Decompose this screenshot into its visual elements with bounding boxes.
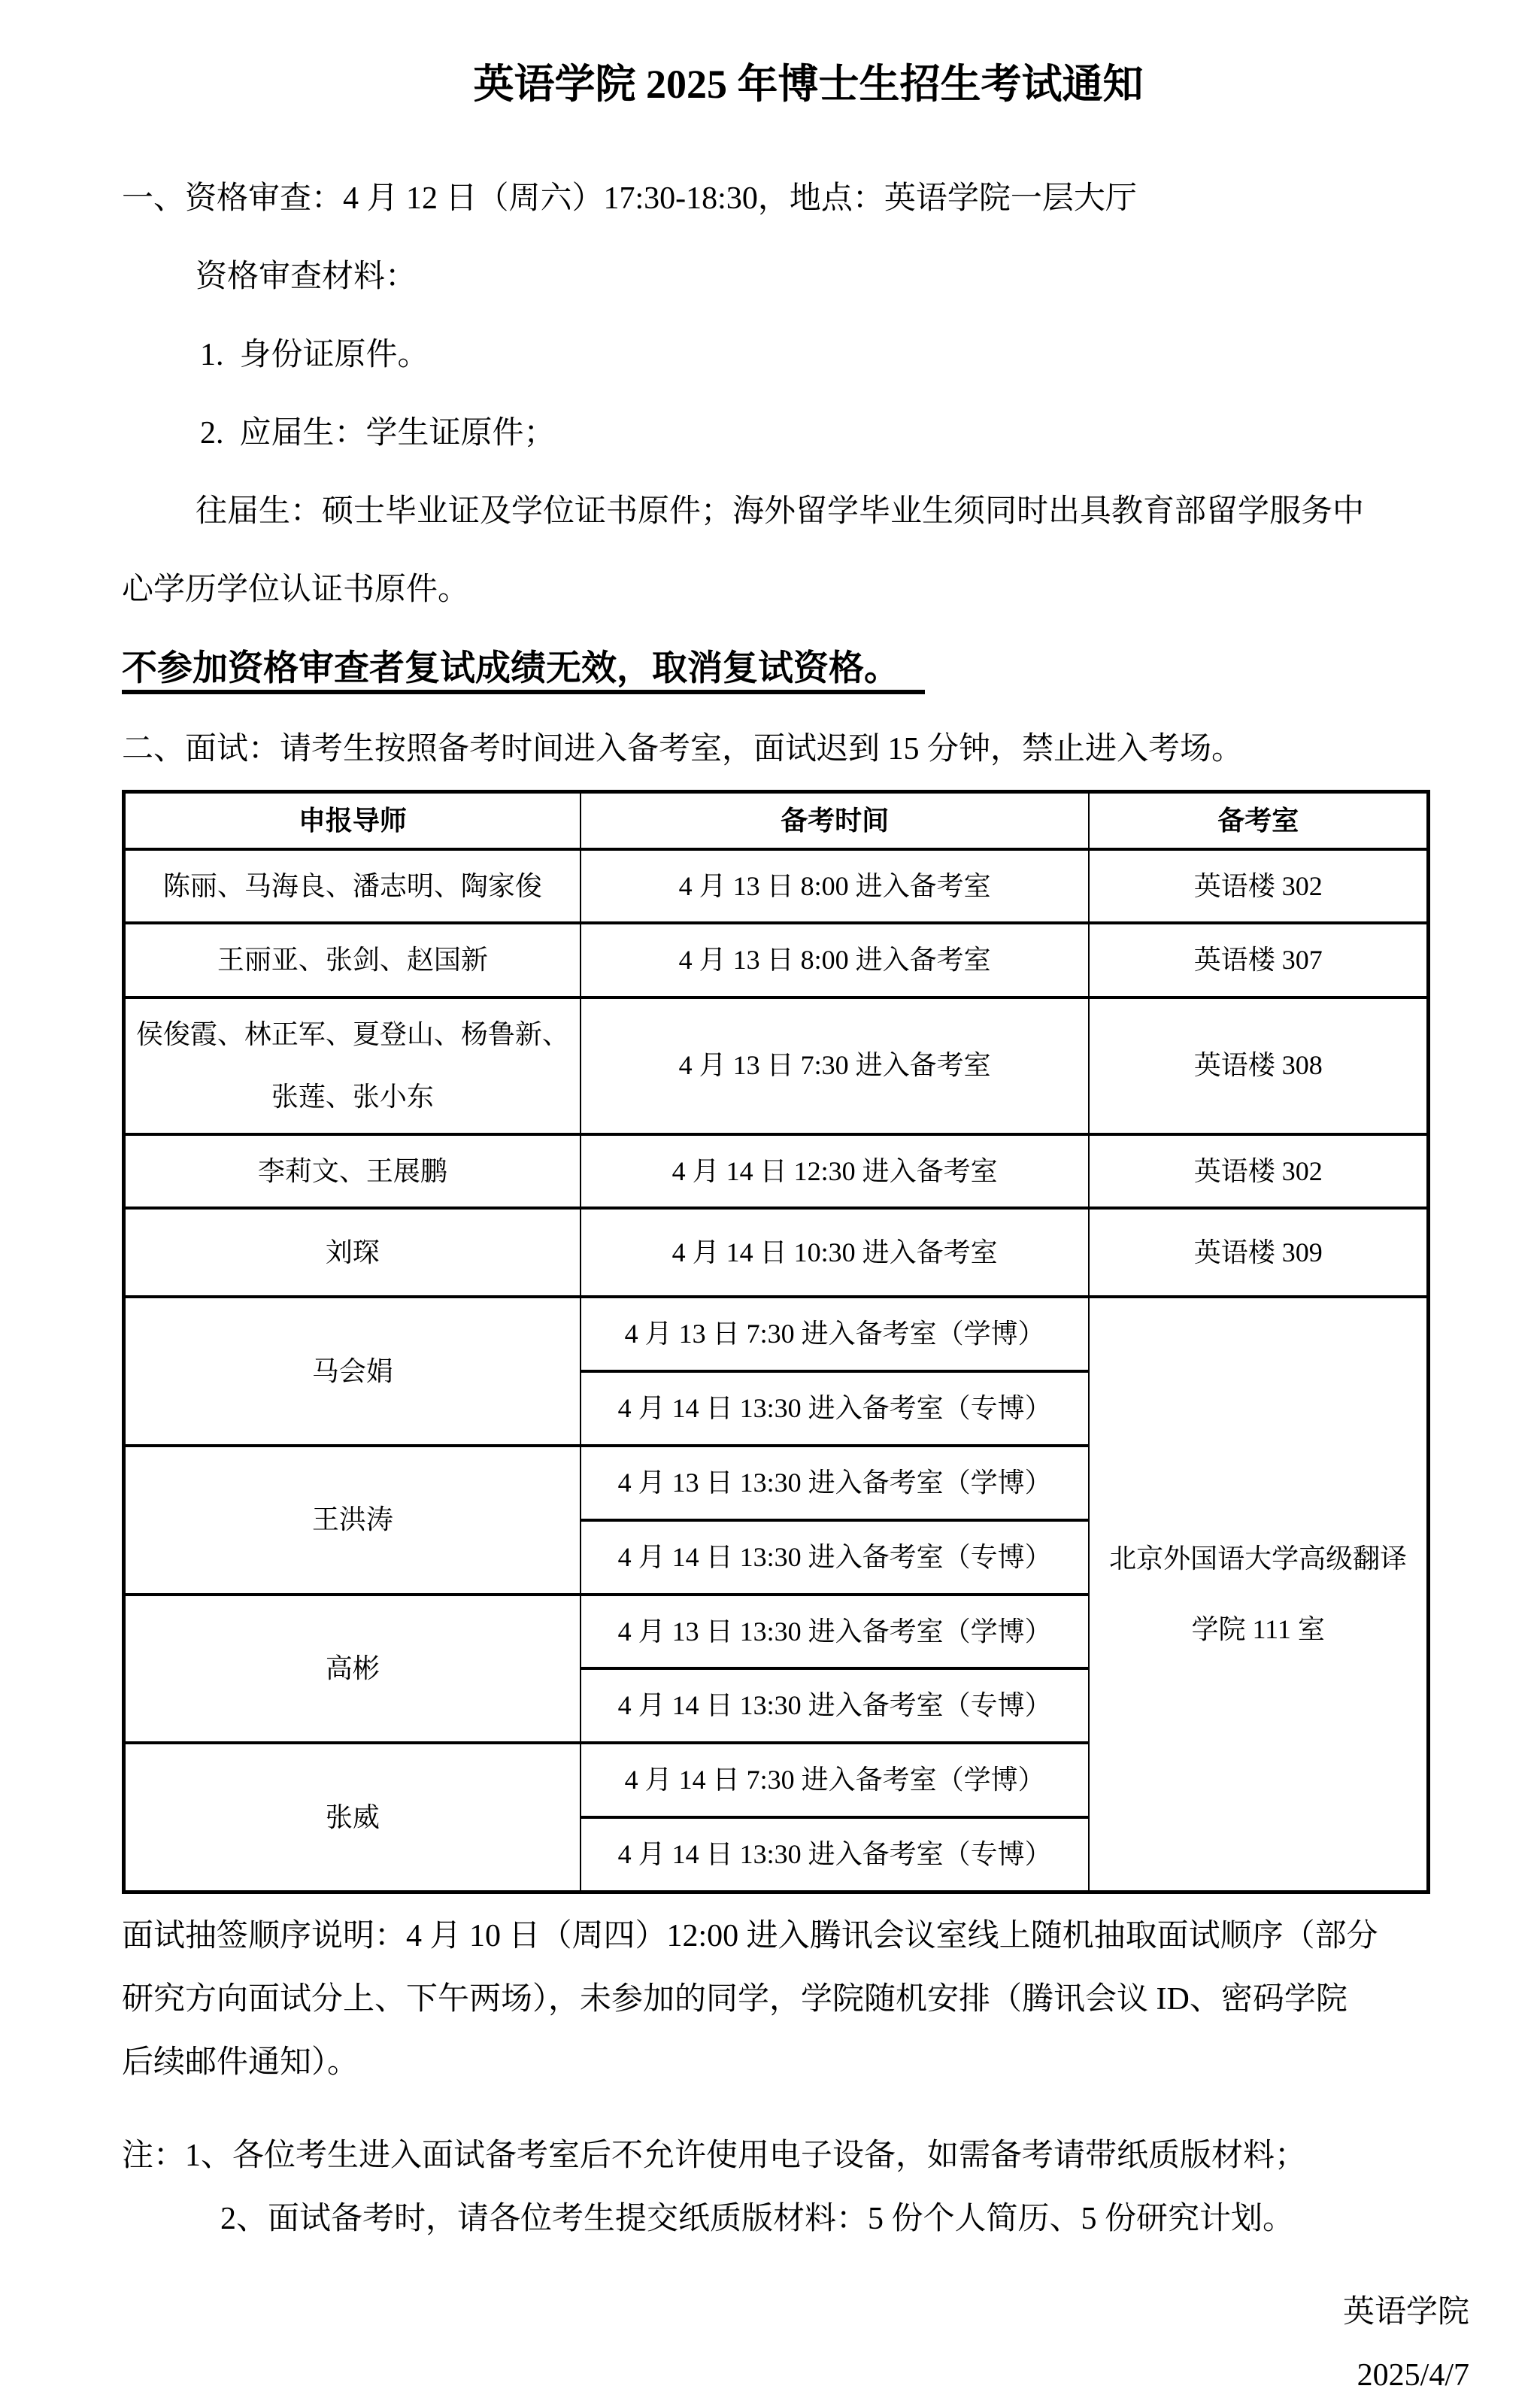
- tutors-cell: 张威: [124, 1743, 581, 1892]
- time-cell: 4 月 13 日 7:30 进入备考室: [581, 997, 1090, 1134]
- prior-graduate-line-1: 往届生：硕士毕业证及学位证书原件；海外留学毕业生须同时出具教育部留学服务中: [196, 494, 1365, 529]
- exam-notes: [122, 2124, 1495, 2251]
- time-cell-academic: 4 月 14 日 7:30 进入备考室（学博）: [581, 1743, 1090, 1817]
- table-row-split: [124, 1297, 1429, 1371]
- room-cell: 英语楼 302: [1089, 849, 1428, 924]
- room-merged-text: 北京外国语大学高级翻译学院 111 室: [1109, 1543, 1408, 1644]
- time-cell: 4 月 14 日 10:30 进入备考室: [581, 1208, 1090, 1297]
- tutors-cell: 马会娟: [124, 1297, 581, 1446]
- time-cell-professional: 4 月 14 日 13:30 进入备考室（专博）: [581, 1371, 1090, 1446]
- warning-underlined-text: 不参加资格审查者复试成绩无效，取消复试资格。: [122, 649, 925, 694]
- room-cell: 英语楼 308: [1089, 997, 1428, 1134]
- material-item-2: 2. 应届生：学生证原件；: [200, 416, 556, 451]
- room-cell: 英语楼 307: [1089, 923, 1428, 997]
- interview-schedule-table: [122, 790, 1430, 1894]
- time-cell-academic: 4 月 13 日 13:30 进入备考室（学博）: [581, 1446, 1090, 1520]
- time-cell-academic: 4 月 13 日 13:30 进入备考室（学博）: [581, 1595, 1090, 1669]
- tutors-cell: 李莉文、王展鹏: [124, 1134, 581, 1209]
- exam-note-line-1: 注：1、各位考生进入面试备考室后不允许使用电子设备，如需备考请带纸质版材料；: [122, 2138, 1307, 2173]
- room-cell: 英语楼 302: [1089, 1134, 1428, 1209]
- tutors-cell: 陈丽、马海良、潘志明、陶家俊: [124, 849, 581, 924]
- prior-graduate-line-2: 心学历学位认证书原件。: [122, 572, 470, 607]
- time-cell-academic: 4 月 13 日 7:30 进入备考室（学博）: [581, 1297, 1090, 1371]
- review-materials-label: 资格审查材料：: [196, 260, 417, 294]
- table-row: [124, 923, 1429, 997]
- time-cell: 4 月 14 日 12:30 进入备考室: [581, 1134, 1090, 1209]
- room-cell-merged: [1089, 1297, 1428, 1892]
- lottery-note-line-3: 后续邮件通知）。: [122, 2044, 359, 2080]
- section-interview-heading: 二、面试：请考生按照备考时间进入备考室，面试迟到 15 分钟，禁止进入考场。: [122, 732, 1244, 766]
- table-row: [124, 1208, 1429, 1297]
- material-item-1: 1. 身份证原件。: [200, 338, 429, 372]
- warning-statement: [122, 629, 1495, 710]
- header-cell-tutors: 申报导师: [124, 792, 581, 849]
- document-title: 英语学院 2025 年博士生招生考试通知: [473, 62, 1144, 107]
- exam-note-line-2: 2、面试备考时，请各位考生提交纸质版材料：5 份个人简历、5 份研究计划。: [220, 2201, 1295, 2236]
- tutors-cell: 高彬: [124, 1595, 581, 1744]
- tutors-cell: 侯俊霞、林正军、夏登山、杨鲁新、张莲、张小东: [124, 997, 581, 1134]
- section-review-heading: 一、资格审查：4 月 12 日（周六）17:30-18:30，地点：英语学院一层大厅: [122, 181, 1137, 216]
- tutors-cell: 刘琛: [124, 1208, 581, 1297]
- table-row: [124, 849, 1429, 924]
- time-cell: 4 月 13 日 8:00 进入备考室: [581, 849, 1090, 924]
- time-cell-professional: 4 月 14 日 13:30 进入备考室（专博）: [581, 1668, 1090, 1743]
- tutors-cell: 王丽亚、张剑、赵国新: [124, 923, 581, 997]
- footer-date: 2025/4/7: [1357, 2357, 1469, 2393]
- lottery-note-line-1: 面试抽签顺序说明：4 月 10 日（周四）12:00 进入腾讯会议室线上随机抽取面试顺序（部分: [122, 1918, 1378, 1953]
- document-footer: [122, 2281, 1495, 2407]
- table-header-row: [124, 792, 1429, 849]
- time-cell: 4 月 13 日 8:00 进入备考室: [581, 923, 1090, 997]
- table-row: [124, 1134, 1429, 1209]
- room-cell: 英语楼 309: [1089, 1208, 1428, 1297]
- time-cell-professional: 4 月 14 日 13:30 进入备考室（专博）: [581, 1520, 1090, 1595]
- header-cell-time: 备考时间: [581, 792, 1090, 849]
- lottery-note-line-2: 研究方向面试分上、下午两场），未参加的同学，学院随机安排（腾讯会议 ID、密码学院: [122, 1981, 1348, 2017]
- table-row: [124, 997, 1429, 1134]
- footer-signature: 英语学院: [1342, 2294, 1469, 2330]
- header-cell-room: 备考室: [1089, 792, 1428, 849]
- tutors-cell: 王洪涛: [124, 1446, 581, 1595]
- time-cell-professional: 4 月 14 日 13:30 进入备考室（专博）: [581, 1817, 1090, 1892]
